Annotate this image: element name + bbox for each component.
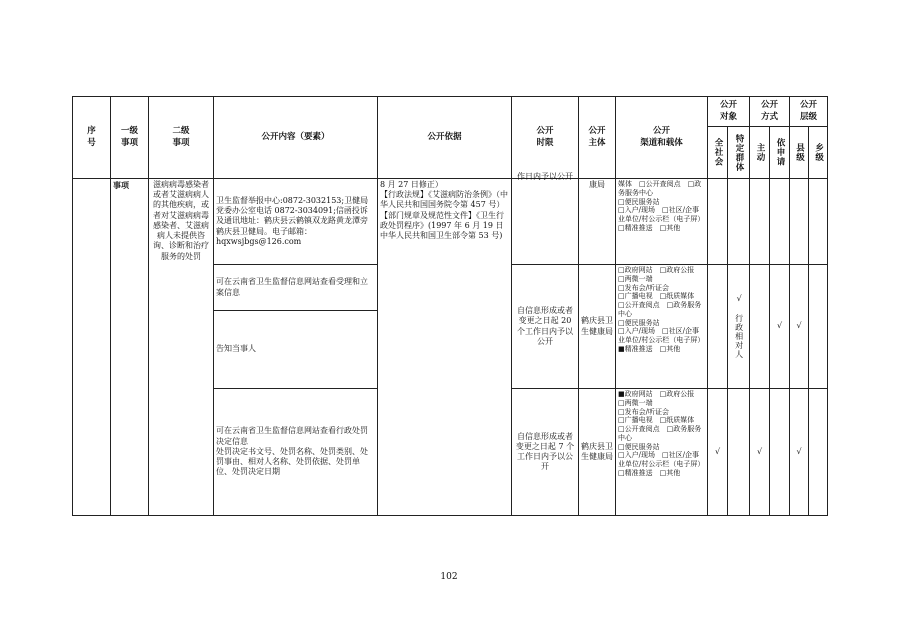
content-text-2: 可在云南省卫生监督信息网站查看受理和立案信息 [216, 277, 368, 297]
level-county-mark-2: √ [796, 321, 802, 331]
channel-cell-2 [616, 265, 708, 389]
deadline-text-1: 作日内予以公开 [517, 171, 573, 181]
subject-cell-4 [579, 389, 616, 516]
target-specific-mark-2: √ 行政相对人 [734, 294, 744, 359]
header-method-active: 主动 [755, 143, 766, 162]
header-method: 公开 方式 [750, 97, 790, 127]
method-apply-mark-2: √ [776, 321, 783, 331]
subject-text-1: 康局 [589, 180, 605, 189]
header-target: 公开 对象 [708, 97, 750, 127]
method-active-cell-1 [750, 179, 770, 265]
content-text-3: 告知当事人 [216, 344, 256, 354]
target-specific-cell-1 [728, 179, 750, 265]
method-active-mark-4: √ [756, 446, 763, 456]
level-county-cell-1 [790, 179, 809, 265]
level2-cell [149, 179, 214, 516]
method-apply-cell-2 [770, 265, 790, 389]
header-subject: 公开 主体 [579, 97, 616, 179]
channel-text-1: 媒体 □公开查阅点 □政务服务中心 □便民服务站 □入户/现场 □社区/企事业单位/村公示栏（电子屏） □精准推送 □其他 [618, 180, 705, 232]
channel-text-2: □政府网站 □政府公报 □两微一端 □发布会/听证会 □广播电视 □纸质媒体 □公开查阅点 □政务服务中心 □便民服务站 □入户/现场 □社区/企事业单位/村公示栏（电子屏） ■精准推送 □其他 [618, 266, 705, 353]
header-target-all: 全社会 [713, 138, 724, 167]
content-text-4: 可在云南省卫生监督信息网站查看行政处罚决定信息 处罚决定书文号、处罚名称、处罚类别、处罚事由、相对人名称、处罚依据、处罚单位、处罚决定日期 [216, 426, 368, 477]
header-level2: 二级 事项 [149, 97, 214, 179]
header-content: 公开内容（要素） [214, 97, 378, 179]
target-all-cell-4 [708, 389, 728, 516]
target-specific-cell-4 [728, 389, 750, 516]
target-all-cell-2 [708, 265, 728, 389]
method-apply-cell-4 [770, 389, 790, 516]
level-county-cell-4 [790, 389, 809, 516]
method-active-cell-2 [750, 265, 770, 389]
header-seq: 序 号 [73, 97, 111, 179]
header-target-specific: 特定群体 [734, 133, 745, 172]
level-county-mark-4: √ [796, 446, 802, 456]
level1-cell [111, 179, 149, 516]
subject-cell-2 [579, 265, 616, 389]
basis-cell [378, 179, 512, 516]
method-active-cell-4 [750, 389, 770, 516]
page-number: 102 [440, 572, 458, 582]
deadline-cell-4 [512, 389, 579, 516]
method-apply-cell-1 [770, 179, 790, 265]
content-cell-3 [214, 311, 378, 389]
seq-cell [73, 179, 111, 516]
content-cell-4 [214, 389, 378, 516]
level-town-cell-2 [809, 265, 828, 389]
subject-text-2: 鹤庆县卫生健康局 [581, 316, 613, 336]
deadline-cell-1 [512, 171, 579, 265]
deadline-text-2: 自信息形成或者变更之日起 20 个工作日内予以公开 [517, 306, 573, 346]
channel-text-4: ■政府网站 □政府公报 □两微一端 □发布会/听证会 □广播电视 □纸质媒体 □公开查阅点 □政务服务中心 □便民服务站 □入户/现场 □社区/企事业单位/村公示栏（电子屏） □精准推送 □其他 [618, 390, 705, 477]
header-level1: 一级 事项 [111, 97, 149, 179]
basis-text: 8 月 27 日修正） 【行政法规】《艾滋病防治条例》（中华人民共和国国务院令第 457 号） 【部门规章及规范性文件】《卫生行政处罚程序》(1997 年 6 月 19 日中华人民共和国卫生部令第 53 号) [380, 180, 508, 241]
target-all-mark-4: √ [714, 446, 721, 456]
level-town-cell-1 [809, 179, 828, 265]
level1-text: 事项 [113, 180, 129, 190]
subject-cell-1 [579, 179, 616, 265]
header-channel: 公开 渠道和载体 [616, 97, 708, 179]
level-county-cell-2 [790, 265, 809, 389]
header-deadline: 公开 时限 [512, 97, 579, 179]
subject-text-4: 鹤庆县卫生健康局 [581, 441, 613, 461]
channel-cell-1 [616, 179, 708, 265]
channel-cell-4 [616, 389, 708, 516]
level-town-cell-4 [809, 389, 828, 516]
deadline-text-4: 自信息形成或者变更之日起 7 个工作日内予以公开 [515, 431, 575, 472]
content-cell-1 [214, 179, 378, 265]
content-cell-2 [214, 265, 378, 311]
header-level-town: 乡级 [813, 143, 824, 162]
header-level-county: 县级 [794, 143, 805, 162]
header-basis: 公开依据 [378, 97, 512, 179]
content-text-1: 卫生监督举报中心:0872-3032153;卫健局党委办公室电话 0872-3034091;信函投诉及通讯地址：鹤庆县云鹤镇双龙路黄龙潭旁鹤庆县卫健局。电子邮箱：hqxwsjbgs@126.com [216, 195, 369, 246]
disclosure-table [72, 96, 828, 516]
header-method-apply: 依申请 [775, 138, 786, 167]
deadline-cell-2 [512, 265, 579, 389]
target-specific-cell-2 [728, 265, 750, 389]
header-level: 公开 层级 [790, 97, 828, 127]
level2-text: 滋病病毒感染者或者艾滋病病人的其他疾病，或者对艾滋病病毒感染者、艾滋病病人未提供咨询、诊断和治疗服务的处罚 [153, 180, 209, 261]
target-all-cell-1 [708, 179, 728, 265]
